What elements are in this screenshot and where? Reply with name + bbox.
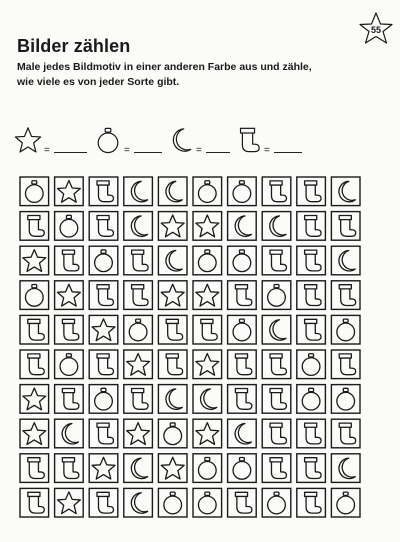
ornament-icon [198,250,216,272]
stocking-icon [132,250,148,271]
count-legend [14,124,314,164]
legend-answer-stocking: = [264,145,270,156]
stocking-icon [305,181,321,202]
stocking-icon [132,389,148,410]
stocking-icon [305,423,321,444]
star-icon [23,423,46,445]
stocking-icon [270,389,286,410]
moon-icon [270,320,286,340]
stocking-icon [305,285,321,306]
moon-icon [270,216,286,236]
instruction-line-1: Male jedes Bildmotiv in einer anderen Farbe aus und zähle, [17,61,312,73]
moon-icon [235,216,251,236]
stocking-icon [28,319,44,340]
star-icon [92,457,115,479]
ornament-icon [337,388,355,410]
ornament-icon [268,492,286,514]
stocking-icon [339,285,355,306]
stocking-icon [305,216,321,237]
stocking-icon [201,319,217,340]
stocking-icon [97,354,113,375]
ornament-icon [25,285,43,307]
moon-icon [166,126,194,154]
ornament-icon [233,181,251,203]
star-icon [161,215,184,237]
legend-answer-ornament: = [124,145,130,156]
ornament-icon [268,285,286,307]
ornament-icon [95,388,113,410]
legend-answer-star: = [44,145,50,156]
moon-icon [201,389,217,409]
instruction-line-2: wie viele es von jeder Sorte gibt. [17,76,180,88]
ornament-icon [95,250,113,272]
stocking-icon [305,492,321,513]
ornament-icon [337,492,355,514]
star-icon [23,388,46,410]
ornament-icon [302,354,320,376]
stocking-icon [97,181,113,202]
answer-line-moon[interactable] [206,152,230,153]
instruction-text [17,60,347,90]
stocking-icon [235,492,251,513]
stocking-icon [166,354,182,375]
ornament-icon [337,319,355,341]
moon-icon [62,424,78,444]
stocking-icon [62,458,78,479]
star-icon [14,126,42,154]
moon-icon [339,181,355,201]
stocking-icon [235,285,251,306]
star-icon [127,423,150,445]
moon-icon [131,216,147,236]
stocking-icon [235,354,251,375]
stocking-icon [28,492,44,513]
stocking-icon [97,216,113,237]
stocking-icon [97,285,113,306]
moon-icon [166,181,182,201]
stocking-icon [305,319,321,340]
stocking-icon [97,423,113,444]
stocking-icon [339,354,355,375]
star-icon [57,180,80,202]
ornament-icon [198,458,216,480]
star-icon [196,423,219,445]
stocking-icon [305,458,321,479]
ornament-icon [164,423,182,445]
moon-icon [339,458,355,478]
star-icon [23,250,46,272]
page-title: Bilder zählen [17,36,131,56]
moon-icon [166,389,182,409]
moon-icon [166,251,182,271]
ornament-icon [60,215,78,237]
ornament-icon [198,181,216,203]
star-icon [196,215,219,237]
stocking-icon [235,389,251,410]
stocking-icon [62,250,78,271]
star-icon [196,284,219,306]
stocking-icon [270,354,286,375]
page-number-badge [358,12,394,48]
stocking-icon [62,389,78,410]
moon-icon [131,493,147,513]
answer-line-stocking[interactable] [274,152,302,153]
stocking-icon [339,216,355,237]
stocking-icon [97,492,113,513]
ornament-icon [129,319,147,341]
star-icon [127,353,150,375]
stocking-icon [270,250,286,271]
star-icon [196,353,219,375]
moon-icon [131,181,147,201]
stocking-icon [166,319,182,340]
stocking-icon [270,458,286,479]
ornament-icon [60,354,78,376]
answer-line-ornament[interactable] [134,152,162,153]
stocking-icon [234,126,262,154]
ornament-icon [164,492,182,514]
ornament-icon [233,250,251,272]
ornament-icon [94,126,122,154]
ornament-icon [233,319,251,341]
stocking-icon [28,216,44,237]
moon-icon [235,424,251,444]
page-number: 55 [370,25,381,35]
ornament-icon [198,492,216,514]
moon-icon [131,458,147,478]
legend-answer-moon: = [196,145,202,156]
star-icon [57,492,80,514]
stocking-icon [28,458,44,479]
star-icon [92,319,115,341]
ornament-icon [302,388,320,410]
moon-icon [339,251,355,271]
stocking-icon [62,319,78,340]
stocking-icon [305,250,321,271]
star-icon [161,284,184,306]
star-icon [161,457,184,479]
picture-grid [17,174,363,520]
ornament-icon [25,181,43,203]
stocking-icon [28,354,44,375]
answer-line-star[interactable] [54,152,87,153]
ornament-icon [233,458,251,480]
stocking-icon [339,423,355,444]
stocking-icon [132,285,148,306]
star-icon [57,284,80,306]
stocking-icon [270,423,286,444]
stocking-icon [270,181,286,202]
